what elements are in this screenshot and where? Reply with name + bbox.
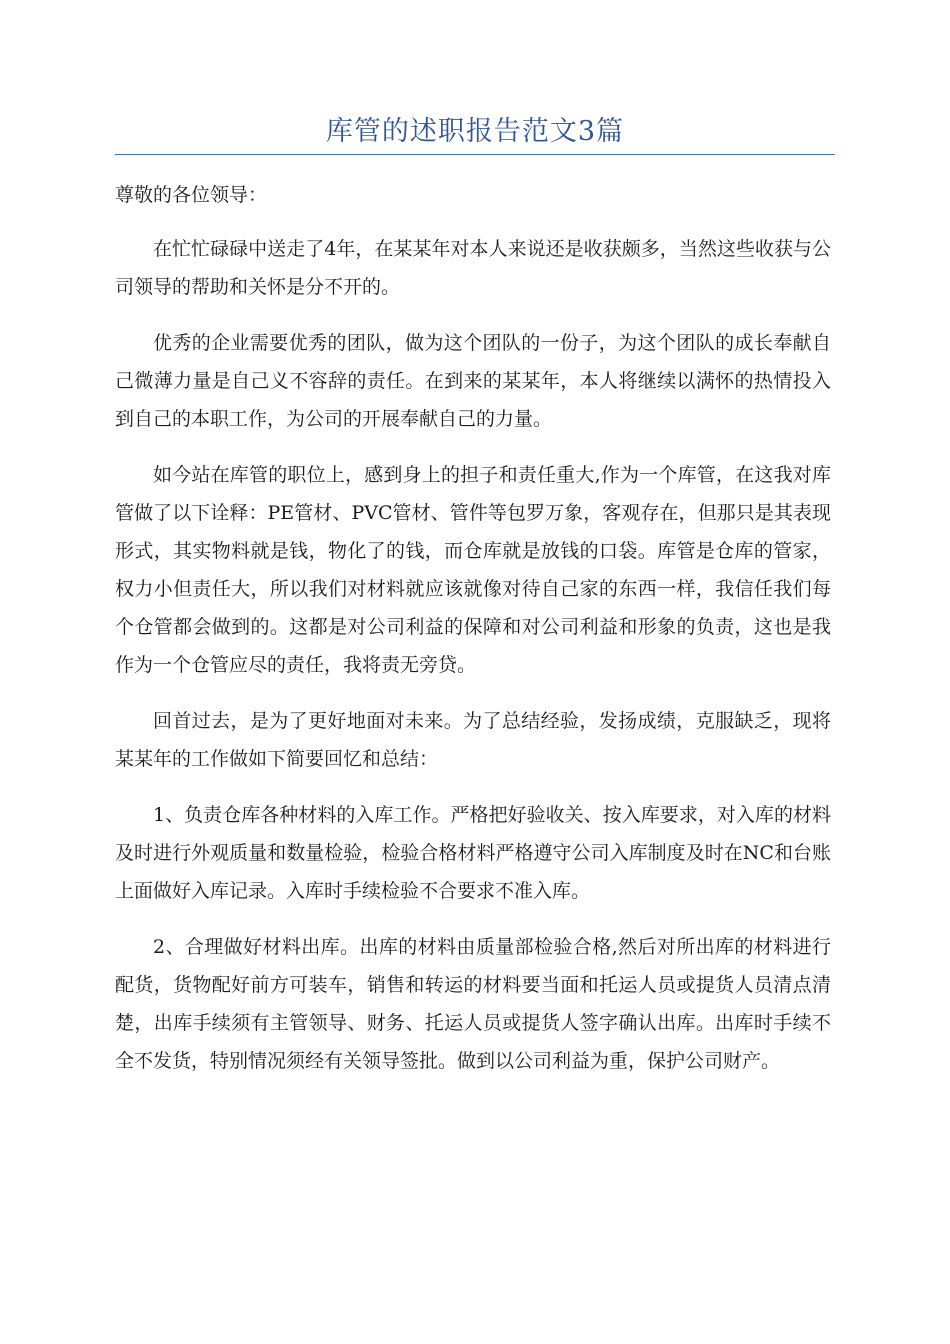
paragraph-3: 如今站在库管的职位上，感到身上的担子和责任重大,作为一个库管，在这我对库管做了以下诠释：PE管材、PVC管材、管件等包罗万象，客观存在，但那只是其表现形式，其实物料就是钱，物化了的钱，而仓库就是放钱的口袋。库管是仓库的管家，权力小但责任大，所以我们对材料就应该就像对待自己家的东西一样，我信任我们每个仓管都会做到的。这都是对公司利益的保障和对公司利益和形象的负责，这也是我作为一个仓管应尽的责任，我将责无旁贷。 [115, 464, 831, 676]
paragraph-6: 2、合理做好材料出库。出库的材料由质量部检验合格,然后对所出库的材料进行配货，货物配好前方可装车，销售和转运的材料要当面和托运人员或提货人员清点清楚，出库手续须有主管领导、财务、托运人员或提货人签字确认出库。出库时手续不全不发货，特别情况须经有关领导签批。做到以公司利益为重，保护公司财产。 [115, 936, 831, 1072]
document-body [115, 176, 831, 1098]
paragraph-2: 优秀的企业需要优秀的团队，做为这个团队的一份子，为这个团队的成长奉献自己微薄力量是自己义不容辞的责任。在到来的某某年，本人将继续以满怀的热情投入到自己的本职工作，为公司的开展奉献自己的力量。 [115, 332, 831, 430]
salutation: 尊敬的各位领导： [115, 184, 268, 206]
title-underline [115, 154, 835, 155]
paragraph-4: 回首过去，是为了更好地面对未来。为了总结经验，发扬成绩，克服缺乏，现将某某年的工作做如下简要回忆和总结： [115, 710, 831, 770]
paragraph-5: 1、负责仓库各种材料的入库工作。严格把好验收关、按入库要求，对入库的材料及时进行外观质量和数量检验，检验合格材料严格遵守公司入库制度及时在NC和台账上面做好入库记录。入库时手续检验不合要求不准入库。 [115, 804, 831, 902]
document-title: 库管的述职报告范文3篇 [325, 116, 625, 147]
paragraph-1: 在忙忙碌碌中送走了4年，在某某年对本人来说还是收获颇多，当然这些收获与公司领导的帮助和关怀是分不开的。 [115, 238, 831, 298]
